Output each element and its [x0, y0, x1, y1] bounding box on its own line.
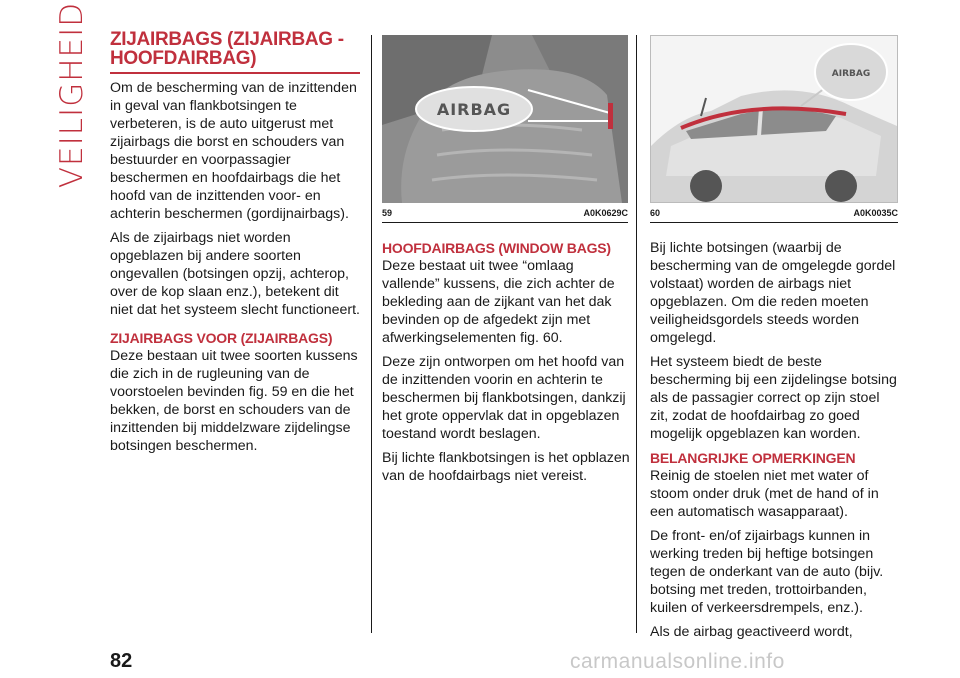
fig59-caption-rule	[382, 222, 628, 223]
col3-para5: Als de airbag geactiveerd wordt,	[650, 624, 853, 640]
col3-para3: Reinig de stoelen niet met water of stoom onder druk (met de hand of in een automatisch wasapparaat).	[650, 468, 879, 520]
figure-59-seat-airbag	[382, 35, 628, 203]
subheading-front-side-airbags: ZIJAIRBAGS VOOR (ZIJAIRBAGS)	[110, 330, 333, 346]
seat-illustration	[382, 35, 628, 203]
fig59-number: 59	[382, 208, 393, 218]
col3-para1: Bij lichte botsingen (waarbij de bescherming van de omgelegde gordel volstaat) worden de airbags niet opgeblazen. Om die reden moeten veiligheidsgordels steeds worden omgelegd.	[650, 240, 896, 346]
figure-60-window-bags	[650, 35, 898, 203]
title-underline	[110, 72, 360, 74]
fig60-caption-rule	[650, 222, 898, 223]
column-divider-2	[636, 35, 637, 633]
column-divider-1	[371, 35, 372, 633]
fig60-airbag-label: AIRBAG	[831, 69, 871, 79]
col2-para1: Deze bestaat uit twee “omlaag vallende” kussens, die zich achter de bekleding aan de zijkant van het dak bevinden op de afgedekt zijn met afwerkingselementen fig. 60.	[382, 258, 615, 346]
col1-para2: Als de zijairbags niet worden opgeblazen bij andere soorten ongevallen (botsingen opzij, achterop, over de kop slaan enz.), betekent dit niet dat het systeem slecht functioneert.	[110, 230, 360, 318]
section-title: ZIJAIRBAGS (ZIJAIRBAG - HOOFDAIRBAG)	[110, 29, 344, 69]
figure-60-caption	[650, 208, 898, 222]
side-label-text: VEILIGHEID	[54, 1, 90, 189]
col2-para3: Bij lichte flankbotsingen is het opblazen van de hoofdairbags niet vereist.	[382, 450, 630, 484]
column-1	[110, 30, 360, 461]
fig59-airbag-label: AIRBAG	[436, 100, 512, 119]
col2-para2: Deze zijn ontworpen om het hoofd van de inzittenden voorin en achterin te beschermen bij flankbotsingen, dankzij het grote oppervlak dat in opgeblazen toestand wordt beslagen.	[382, 354, 626, 442]
column-2	[382, 239, 630, 491]
fig60-number: 60	[650, 208, 661, 218]
subheading-important-notes: BELANGRIJKE OPMERKINGEN	[650, 450, 856, 466]
watermark: carmanualsonline.info	[570, 650, 785, 673]
col1-intro: Om de bescherming van de inzittenden in geval van flankbotsingen te verbeteren, is de auto uitgerust met zijairbags die borst en schouders van bestuurder en voorpassagier beschermen en hoofdairbags die het hoofd van de inzittenden voor- en achterin beschermen (gordijnairbags).	[110, 80, 357, 222]
fig59-code: A0K0629C	[583, 208, 628, 218]
car-illustration	[651, 36, 897, 202]
subheading-window-bags: HOOFDAIRBAGS (WINDOW BAGS)	[382, 240, 611, 256]
column-3	[650, 239, 900, 647]
fig60-code: A0K0035C	[853, 208, 898, 218]
col1-para3: Deze bestaan uit twee soorten kussens die zich in de rugleuning van de voorstoelen bevinden fig. 59 en die het bekken, de borst en schouders van de inzittenden bij middelzware zijdelingse botsingen beschermen.	[110, 348, 358, 454]
col3-para4: De front- en/of zijairbags kunnen in werking treden bij heftige botsingen tegen de onderkant van de auto (bijv. botsing met treden, trottoirbanden, kuilen of verkeersdrempels, enz.).	[650, 528, 884, 616]
col3-para2: Het systeem biedt de beste bescherming bij een zijdelingse botsing als de passagier correct op zijn stoel zit, zodat de hoofdairbag zo goed mogelijk opgeblazen kan worden.	[650, 354, 897, 442]
section-side-label	[52, 1, 92, 189]
page-number: 82	[110, 650, 133, 672]
figure-59-caption	[382, 208, 628, 222]
